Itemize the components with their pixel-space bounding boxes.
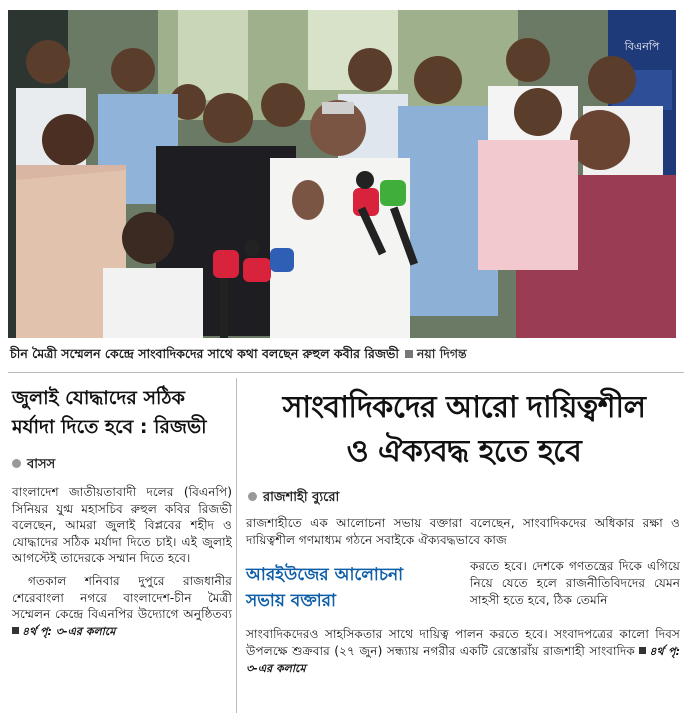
- news-photo: [8, 10, 676, 338]
- left-paragraph-2: [12, 573, 232, 640]
- left-story-body: [12, 484, 232, 640]
- right-inset-heading: [246, 562, 464, 618]
- right-ending-paragraph: [246, 626, 680, 677]
- right-headline-line1: সাংবাদিকদের আরো দায়িত্বশীল: [282, 390, 646, 425]
- right-continued-text: ৪র্থ পৃ: ৩-এর কলামে: [246, 645, 680, 675]
- source-bullet-icon: [12, 459, 21, 468]
- left-story-headline[interactable]: [12, 384, 234, 442]
- left-continued-link[interactable]: [12, 625, 115, 638]
- column-divider: [236, 378, 237, 713]
- left-paragraph-2-text: গতকাল শনিবার দুপুরে রাজধানীর শেরেবাংলা নগরে বাংলাদেশ-চীন মৈত্রী সম্মেলন কেন্দ্রে বিএনপির উদ্যোগে অনুষ্ঠিতব্য: [12, 573, 232, 622]
- left-paragraph-1: বাংলাদেশ জাতীয়তাবাদী দলের (বিএনপি) সিনিয়র যুগ্ম মহাসচিব রুহুল কবির রিজভী বলেছেন, আমরা জুলাই বিপ্লবের শহীদ ও যোদ্ধাদের সঠিক মর্যাদা দিতে চাই। এই জুলাই আগস্টেই তাদেরকে সম্মান দিতে হবে।: [12, 485, 232, 566]
- horizontal-divider: [8, 372, 684, 373]
- caption-source: নয়া দিগন্ত: [416, 346, 467, 361]
- left-source-text: বাসস: [27, 457, 56, 472]
- inset-line2: সভায় বক্তারা: [246, 591, 336, 611]
- right-source-text: রাজশাহী ব্যুরো: [263, 490, 340, 505]
- left-continued-text: ৪র্থ পৃ: ৩-এর কলামে: [22, 624, 116, 638]
- press-briefing-illustration: [8, 10, 676, 338]
- right-headline-line2: ও ঐক্যবদ্ধ হতে হবে: [346, 434, 582, 469]
- source-bullet-icon: [248, 492, 257, 501]
- continued-square-icon: [12, 627, 19, 634]
- right-ending-text: সাংবাদিকদেরও সাহসিকতার সাথে দায়িত্ব পালন করতে হবে। সংবাদপত্রের কালো দিবস উপলক্ষে শুক্রবার (২৭ জুন) সন্ধ্যায় নগরীর একটি রেস্তোরাঁয় রাজশাহী সাংবাদিক: [246, 627, 680, 658]
- continued-square-icon: [639, 647, 646, 654]
- right-intro-paragraph: রাজশাহীতে এক আলোচনা সভায় বক্তারা বলেছেন, সাংবাদিকদের অধিকার রক্ষা ও দায়িত্বশীল গণমাধ্যম গঠনে সবাইকে ঐক্যবদ্ধভাবে কাজ: [246, 516, 680, 547]
- inset-line1: আরইউজের আলোচনা: [246, 565, 404, 585]
- banner-text: বিএনপি: [624, 40, 660, 53]
- right-column-text: করতে হবে। দেশকে গণতন্ত্রের দিকে এগিয়ে নিয়ে যেতে হলে রাজনীতিবিদদের যেমন সাহসী হতে হবে, ঠিক তেমনি: [470, 559, 680, 607]
- caption-text: চীন মৈত্রী সম্মেলন কেন্দ্রে সাংবাদিকদের সাথে কথা বলছেন রুহুল কবীর রিজভী: [10, 346, 399, 361]
- left-headline-line2: মর্যাদা দিতে হবে : রিজভী: [12, 416, 207, 438]
- left-headline-line1: জুলাই যোদ্ধাদের সঠিক: [12, 387, 185, 409]
- right-story-headline[interactable]: [246, 386, 682, 474]
- left-story-source: [12, 455, 55, 476]
- right-story-source: [248, 488, 339, 509]
- caption-separator-icon: [405, 350, 413, 358]
- photo-caption: [10, 346, 680, 366]
